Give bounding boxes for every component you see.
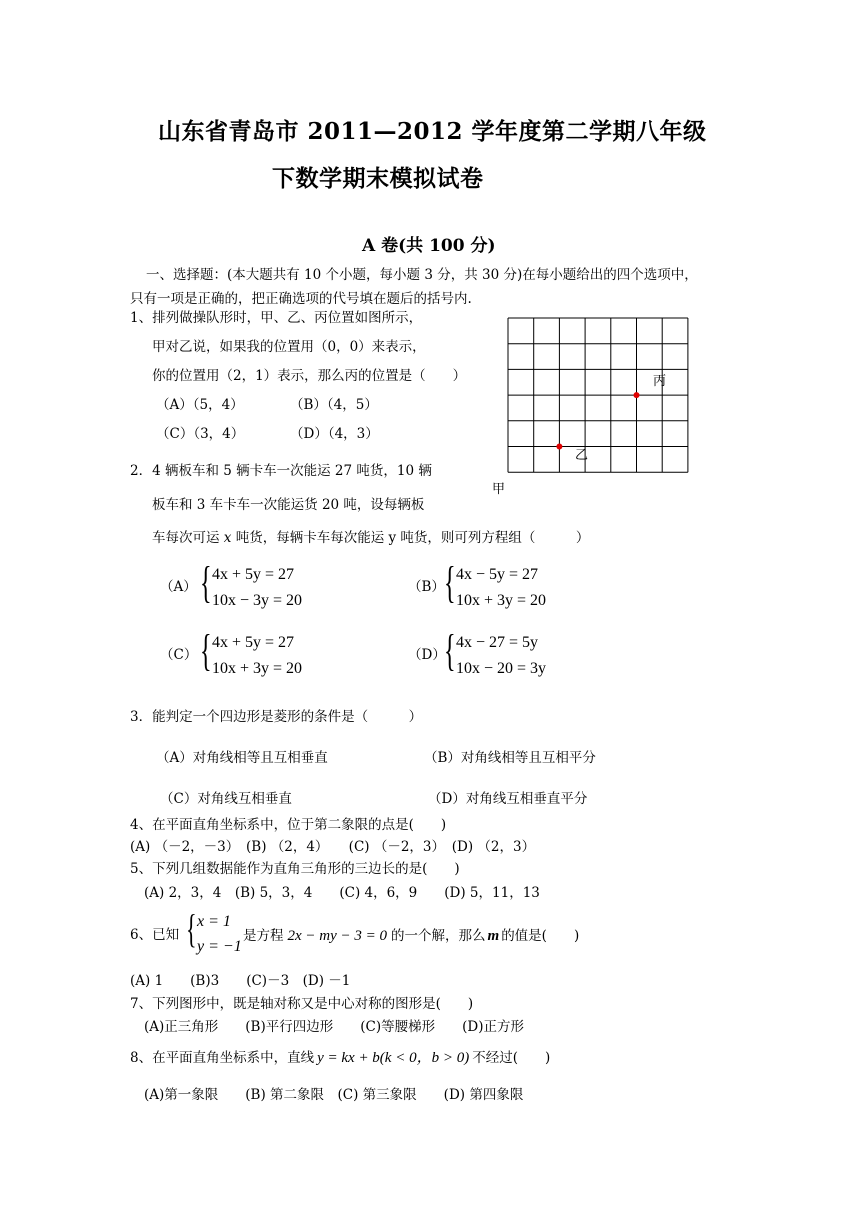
q2-option-a-eq1: 4x + 5y = 27 — [212, 566, 295, 583]
q2-option-c-eq1: 4x + 5y = 27 — [212, 634, 295, 651]
q2-option-c-eq2: 10x + 3y = 20 — [212, 660, 303, 677]
position-grid-figure — [492, 312, 700, 502]
q3-option-a: （A）对角线相等且互相垂直 — [156, 750, 328, 766]
q1-option-d: （D）（4，3） — [290, 426, 379, 442]
q2-option-c-label: （C） — [160, 647, 198, 663]
title-line-2: 下数学期末模拟试卷 — [272, 165, 484, 192]
q7-options: (A)正三角形 (B)平行四边形 (C)等腰梯形 (D)正方形 — [144, 1019, 524, 1035]
q1-line-2: 甲对乙说，如果我的位置用（0，0）来表示， — [152, 339, 426, 355]
q5-stem: 5、下列几组数据能作为直角三角形的三边长的是( ) — [130, 861, 460, 877]
yi-label: 乙 — [575, 448, 589, 463]
q6-eq1: x = 1 — [197, 913, 231, 930]
q5-options: (A) 2，3，4 (B) 5，3，4 (C) 4，6，9 (D) 5，11，13 — [144, 885, 540, 901]
q6-prefix: 6、已知 — [130, 927, 180, 943]
q2-option-b-eq1: 4x − 5y = 27 — [456, 566, 539, 583]
q6-eq2: y = −1 — [197, 938, 242, 955]
q8-stem: 8、在平面直角坐标系中，直线 y = kx + b(k < 0，b > 0) 不经过( ) — [130, 1050, 551, 1066]
q4-stem: 4、在平面直角坐标系中，位于第二象限的点是( ) — [130, 817, 447, 833]
q6-text: 是方程 2x − my − 3 = 0 的一个解，那么 m 的值是( ) — [243, 928, 580, 944]
q2-option-a-brace: { — [200, 558, 212, 607]
q3-option-c: （C）对角线互相垂直 — [160, 791, 292, 807]
instructions-line-2: 只有一项是正确的，把正确选项的代号填在题后的括号内. — [130, 291, 472, 307]
q3-stem: 3．能判定一个四边形是菱形的条件是（ ） — [130, 709, 423, 725]
q2-line-3: 车每次可运 x 吨货，每辆卡车每次能运 y 吨货，则可列方程组（ ） — [152, 530, 590, 546]
q2-option-b-brace: { — [444, 558, 456, 607]
q1-option-b: （B）（4，5） — [290, 397, 378, 413]
q1-line-3: 你的位置用（2，1）表示，那么丙的位置是（ ） — [152, 368, 467, 384]
bing-position-dot — [634, 392, 640, 398]
q2-option-c-brace: { — [200, 626, 212, 675]
q1-option-c: （C）（3，4） — [156, 426, 245, 442]
q6-options: (A) 1 (B)3 (C)－3 (D) －1 — [130, 973, 351, 989]
q2-option-b-label: （B） — [408, 579, 445, 595]
q3-option-b: （B）对角线相等且互相平分 — [424, 750, 596, 766]
q2-option-d-brace: { — [444, 626, 456, 675]
jia-label: 甲 — [492, 482, 506, 497]
q1-option-a: （A）（5，4） — [156, 397, 244, 413]
q2-option-d-eq1: 4x − 27 = 5y — [456, 634, 539, 651]
q7-stem: 7、下列图形中，既是轴对称又是中心对称的图形是( ) — [130, 996, 474, 1012]
q2-option-a-label: （A） — [160, 579, 197, 595]
q6-brace: { — [186, 906, 197, 951]
q2-line-2: 板车和 3 车卡车一次能运货 20 吨，设每辆板 — [152, 497, 425, 513]
grid-lines — [508, 318, 688, 472]
q8-options: (A)第一象限 (B) 第二象限 (C) 第三象限 (D) 第四象限 — [144, 1087, 524, 1103]
q4-options: (A) （－2，－3） (B) （2，4） (C) （－2，3） (D) （2，3） — [130, 839, 536, 855]
q1-line-1: 1、排列做操队形时，甲、乙、丙位置如图所示， — [130, 310, 423, 326]
q2-option-a-eq2: 10x − 3y = 20 — [212, 592, 303, 609]
section-heading: A 卷(共 100 分) — [362, 236, 496, 256]
q3-option-d: （D）对角线互相垂直平分 — [428, 791, 588, 807]
q2-line-1: 2．4 辆板车和 5 辆卡车一次能运 27 吨货，10 辆 — [130, 463, 432, 479]
yi-position-dot — [556, 444, 562, 450]
q2-option-b-eq2: 10x + 3y = 20 — [456, 592, 547, 609]
q2-option-d-eq2: 10x − 20 = 3y — [456, 660, 547, 677]
bing-label: 丙 — [653, 374, 667, 389]
title-line-1: 山东省青岛市 2011—2012 学年度第二学期八年级 — [158, 118, 707, 145]
instructions-line-1: 一、选择题：(本大题共有 10 个小题，每小题 3 分，共 30 分)在每小题给出的四个选项中， — [146, 267, 698, 283]
q2-option-d-label: （D） — [408, 647, 446, 663]
